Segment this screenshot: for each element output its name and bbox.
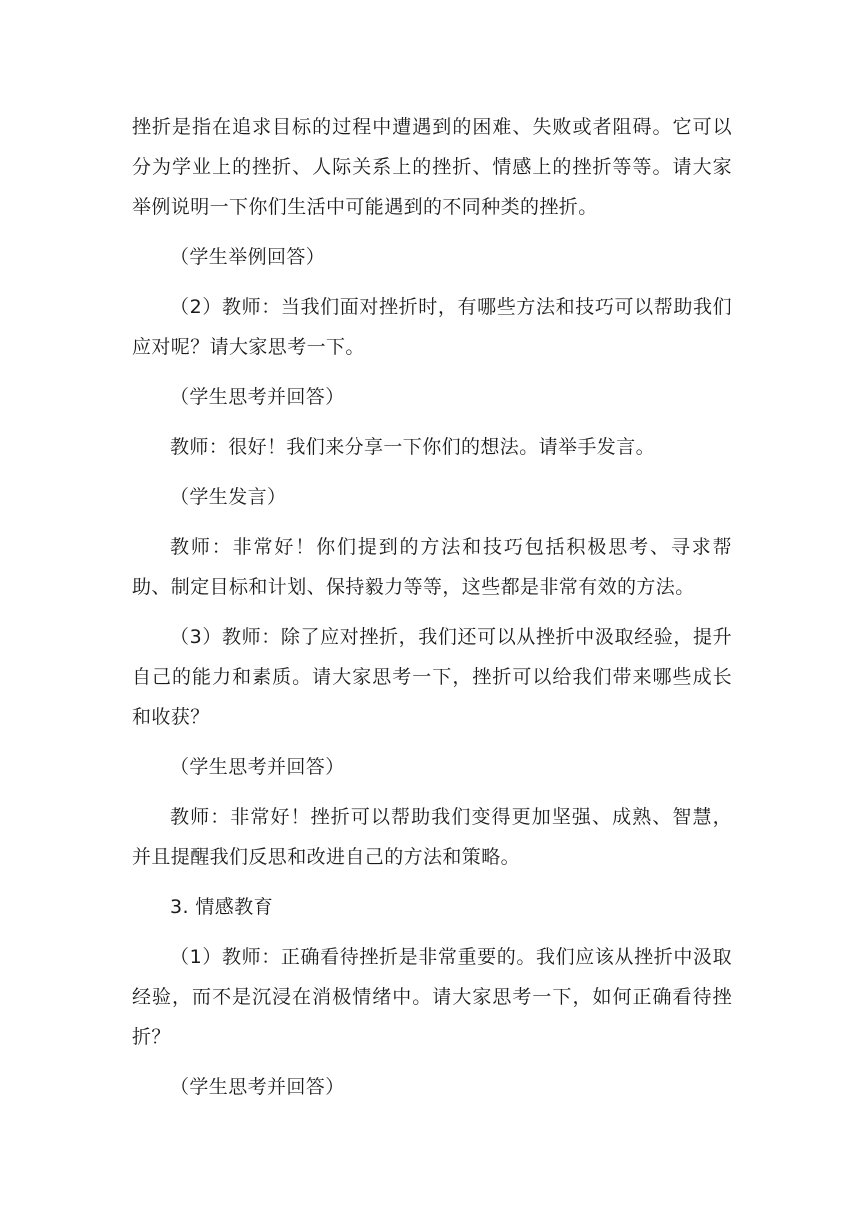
section-heading: 3. 情感教育 <box>170 896 273 918</box>
paragraph: 教师：非常好！你们提到的方法和技巧包括积极思考、寻求帮助、制定目标和计划、保持毅力等等，这些都是非常有效的方法。 <box>132 536 732 598</box>
paragraph: （3）教师：除了应对挫折，我们还可以从挫折中汲取经验，提升自己的能力和素质。请大家思考一下，挫折可以给我们带来哪些成长和收获？ <box>132 626 732 728</box>
paragraph: （学生思考并回答） <box>170 1076 345 1098</box>
paragraph: （学生思考并回答） <box>170 386 345 408</box>
paragraph: （学生发言） <box>170 486 287 508</box>
paragraph: （学生举例回答） <box>170 246 326 268</box>
paragraph: 教师：非常好！挫折可以帮助我们变得更加坚强、成熟、智慧，并且提醒我们反思和改进自己的方法和策略。 <box>132 806 732 868</box>
paragraph: （学生思考并回答） <box>170 756 345 778</box>
document-body <box>132 107 732 1107</box>
paragraph: （2）教师：当我们面对挫折时，有哪些方法和技巧可以帮助我们应对呢？请大家思考一下。 <box>132 296 732 358</box>
paragraph: 挫折是指在追求目标的过程中遭遇到的困难、失败或者阻碍。它可以分为学业上的挫折、人际关系上的挫折、情感上的挫折等等。请大家举例说明一下你们生活中可能遇到的不同种类的挫折。 <box>132 116 732 218</box>
paragraph: 教师：很好！我们来分享一下你们的想法。请举手发言。 <box>170 436 656 458</box>
paragraph: （1）教师：正确看待挫折是非常重要的。我们应该从挫折中汲取经验，而不是沉浸在消极情绪中。请大家思考一下，如何正确看待挫折？ <box>132 946 732 1048</box>
